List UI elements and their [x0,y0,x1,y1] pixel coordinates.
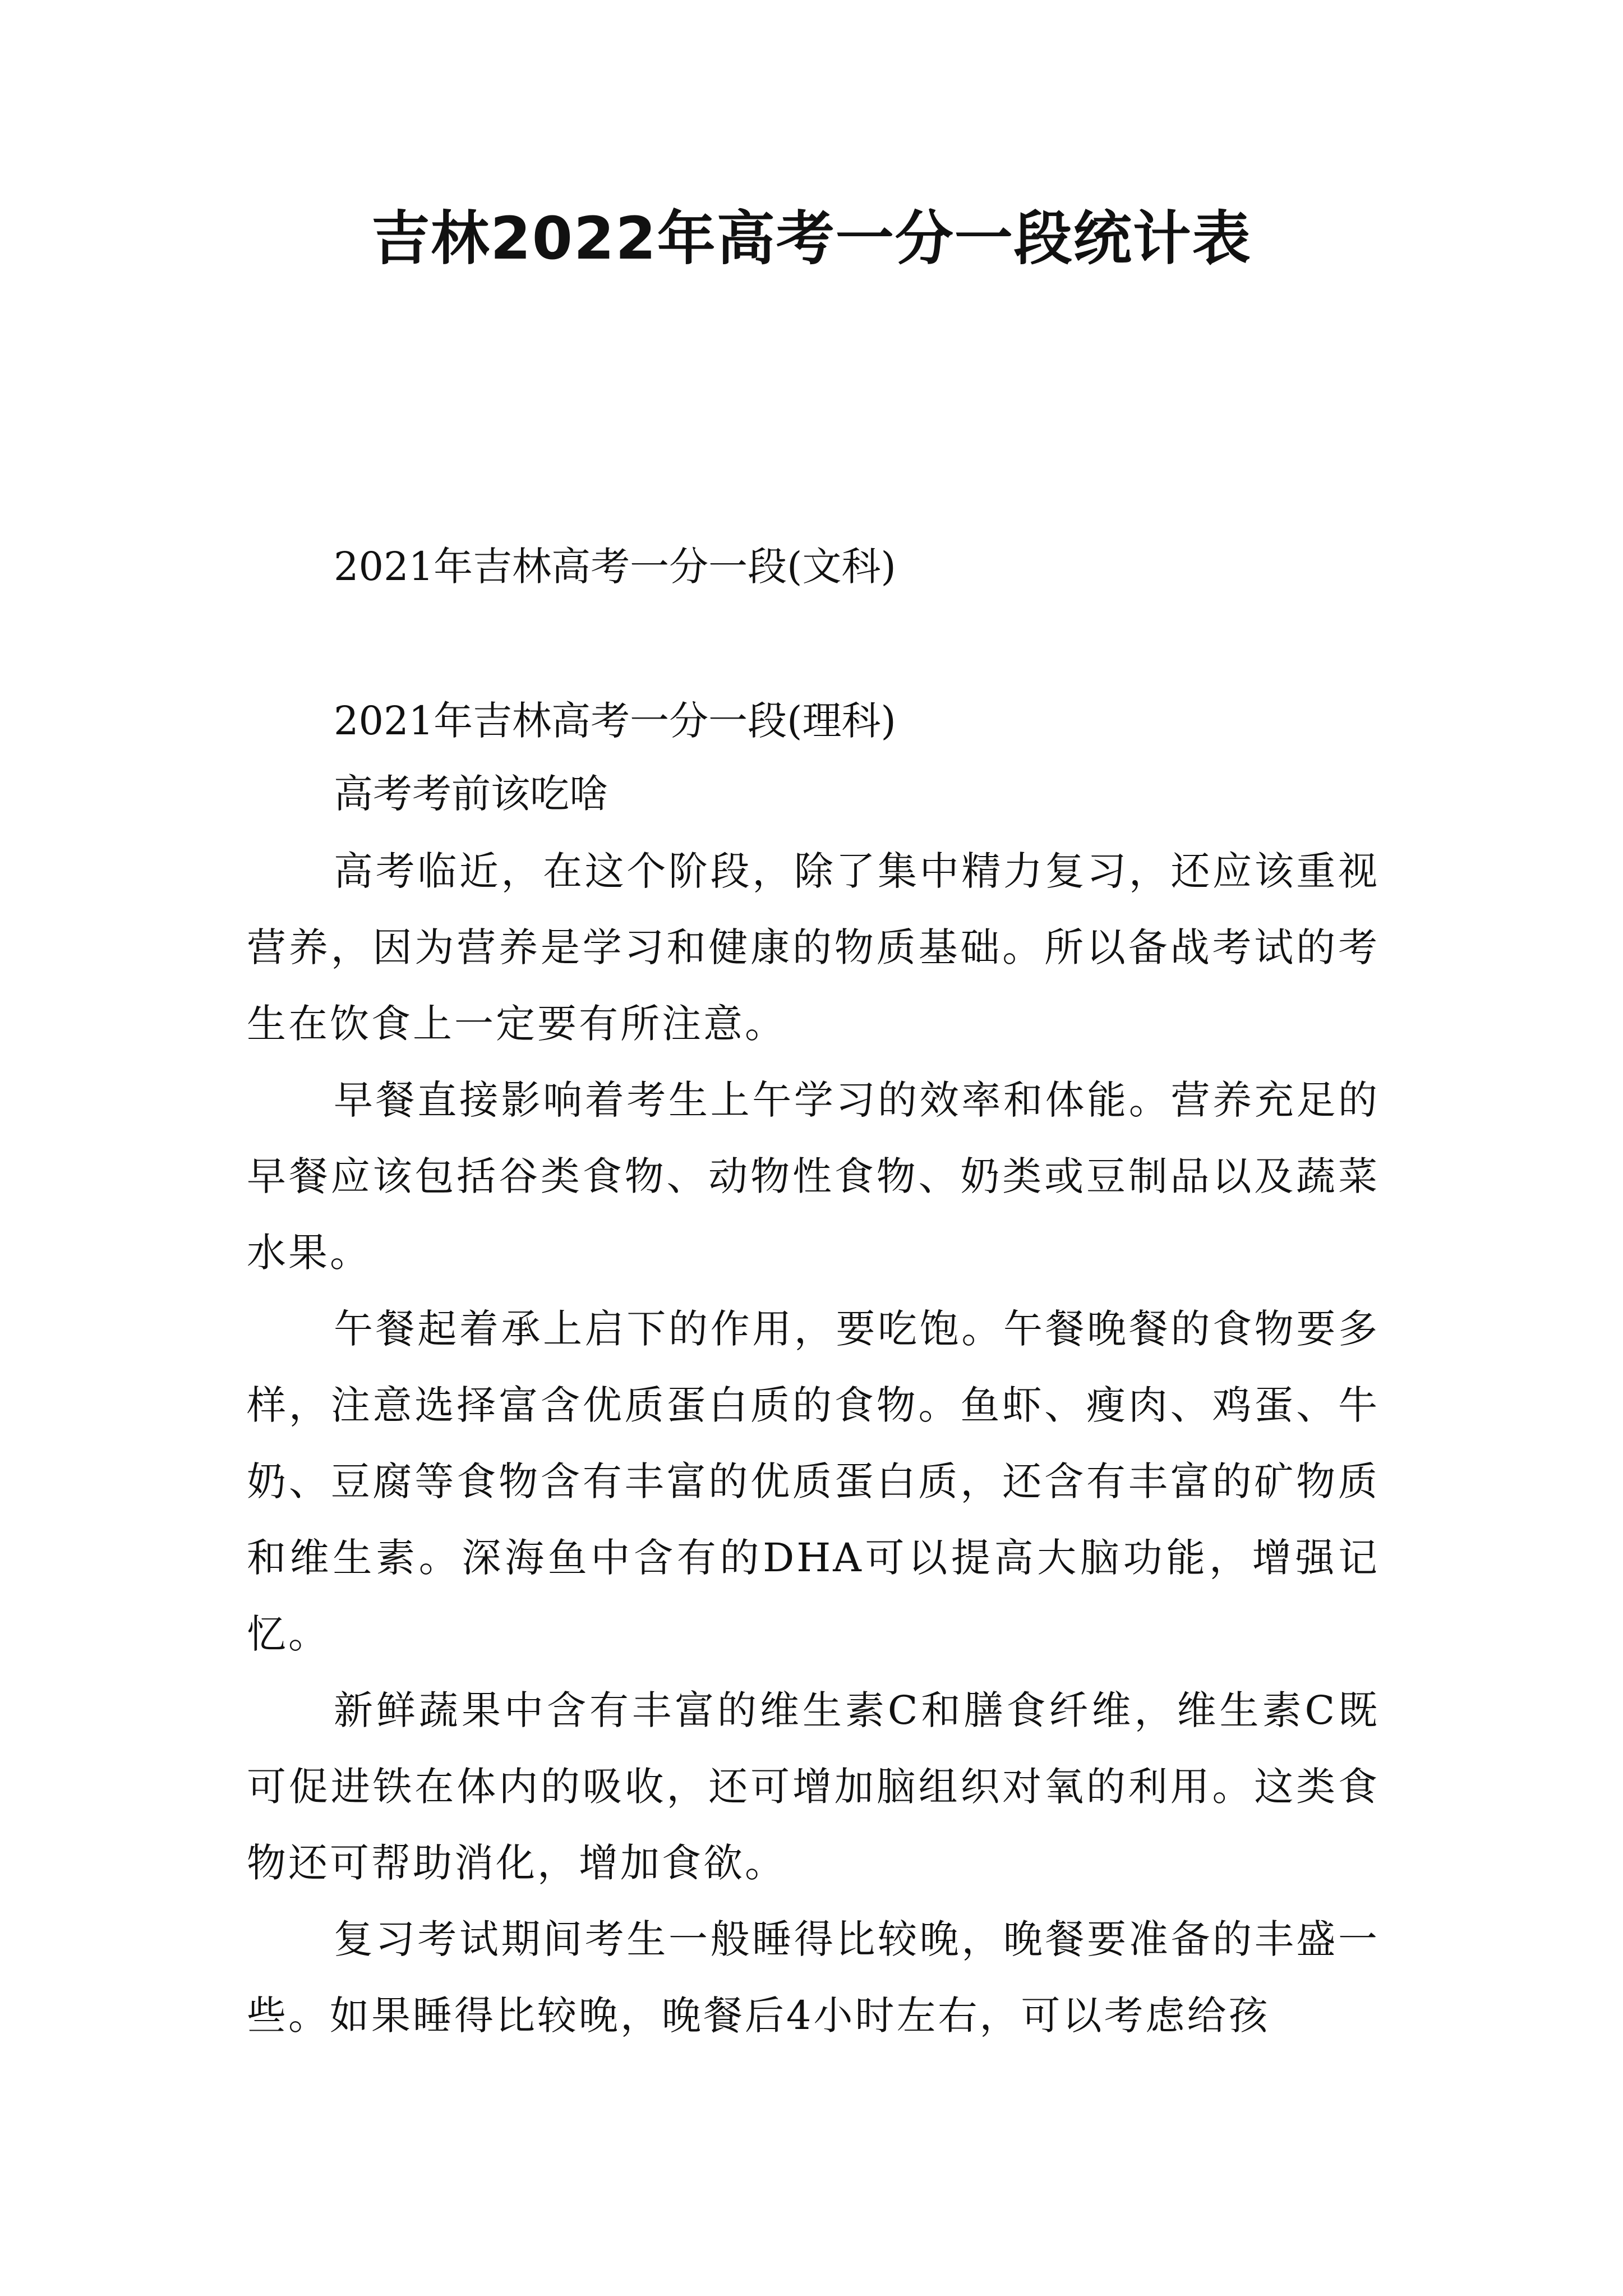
paragraph: 午餐起着承上启下的作用，要吃饱。午餐晚餐的食物要多样，注意选择富含优质蛋白质的食物。鱼虾、瘦肉、鸡蛋、牛奶、豆腐等食物含有丰富的优质蛋白质，还含有丰富的矿物质和维生素。深海鱼中含有的DHA可以提高大脑功能，增强记忆。 [247,1306,1380,1657]
paragraph: 复习考试期间考生一般睡得比较晚，晚餐要准备的丰盛一些。如果睡得比较晚，晚餐后4小时左右，可以考虑给孩 [247,1916,1380,2039]
section-heading-science: 2021年吉林高考一分一段(理科) [334,698,896,744]
paragraph: 高考临近，在这个阶段，除了集中精力复习，还应该重视营养，因为营养是学习和健康的物质基础。所以备战考试的考生在饮食上一定要有所注意。 [247,848,1380,1047]
paragraph: 新鲜蔬果中含有丰富的维生素C和膳食纤维，维生素C既可促进铁在体内的吸收，还可增加脑组织对氧的利用。这类食物还可帮助消化，增加食欲。 [247,1687,1380,1886]
article-body [247,833,1380,2054]
document-title: 吉林2022年高考一分一段统计表 [371,204,1252,273]
paragraph: 早餐直接影响着考生上午学习的效率和体能。营养充足的早餐应该包括谷类食物、动物性食物、奶类或豆制品以及蔬菜水果。 [247,1077,1380,1276]
article-heading: 高考考前该吃啥 [334,771,608,817]
section-heading-liberal-arts: 2021年吉林高考一分一段(文科) [334,544,896,590]
